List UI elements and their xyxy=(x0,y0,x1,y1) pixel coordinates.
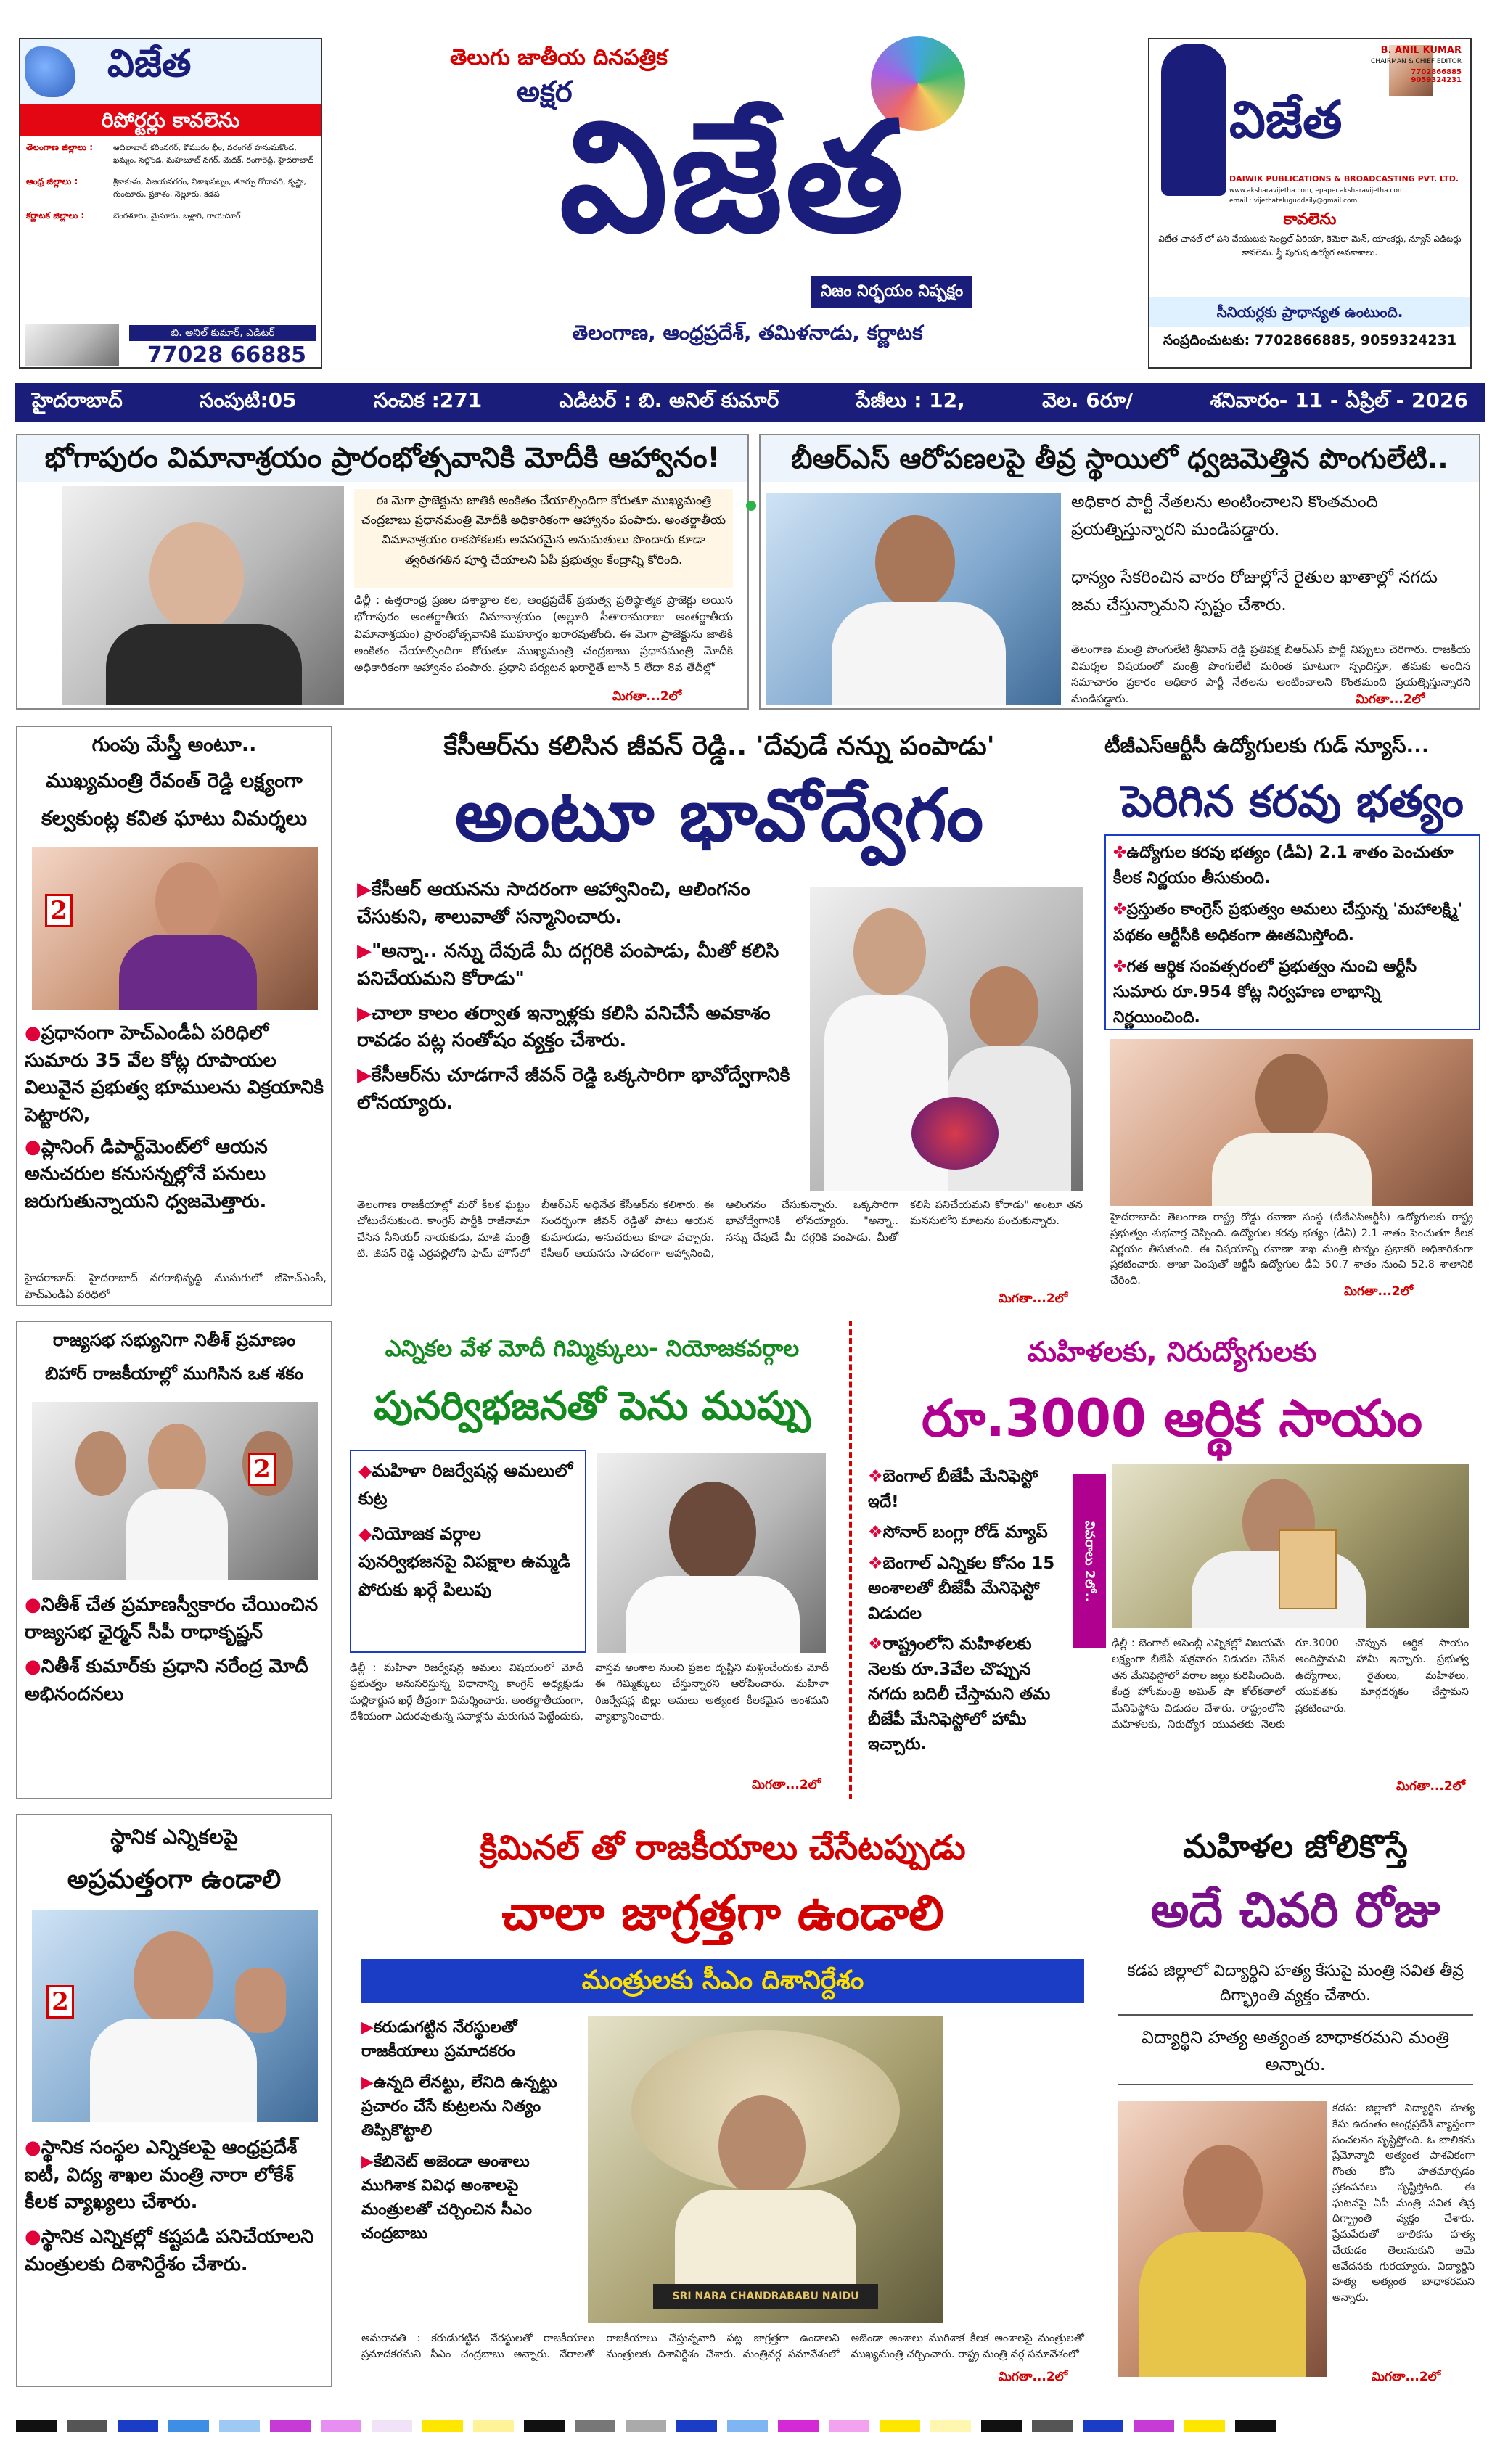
ad-row-text: ఆదిలాబాద్ కరీంనగర్, కొమురం భీం, వరంగల్ హనుమకొండ, ఖమ్మం, నల్గొండ, మహబూబ్ నగర్, మెదక్, రంగారెడ్డి, హైదరాబాద్ xyxy=(113,143,314,165)
masthead xyxy=(0,0,1500,377)
ad-email: email : vijethateluguddaily@gmail.com xyxy=(1229,197,1358,205)
story-kharge xyxy=(345,1321,839,1799)
story-bullet: ✤గత ఆర్థిక సంవత్సరంలో ప్రభుత్వం నుంచి ఆర్టీసీ సుమారు రూ.954 కోట్ల నిర్వహణ లాభాన్ని నిర్ణయించింది. xyxy=(1113,957,1417,1027)
story-bullet: ●స్థానిక ఎన్నికల్లో కష్టపడి పనిచేయాలని మంత్రులకు దిశానిర్దేశం చేశారు. xyxy=(25,2226,314,2275)
story-bullets-box xyxy=(1104,834,1480,1030)
ad-row-label: ఆంధ్ర జిల్లాలు : xyxy=(26,176,78,186)
story-continued: మిగతా...2లో xyxy=(752,1778,821,1792)
story-bullet: ◆నియోజక వర్గాల పునర్విభజనపై విపక్షాల ఉమ్మడి పోరుకు ఖర్గే పిలుపు xyxy=(358,1523,571,1600)
ad-wanted-text: విజేత ఛానల్ లో పని చేయుటకు సెంట్రల్ ఏరియా, కెమెరా మెన్, యాంకర్లు, న్యూస్ ఎడిటర్లు కావలెను. స్త్రీ పురుష ఉద్యోగ అవకాశాలు. xyxy=(1158,234,1462,258)
story-bullet: ✤ప్రస్తుతం కాంగ్రెస్ ప్రభుత్వం అమలు చేస్తున్న 'మహాలక్ష్మి' పథకం ఆర్టీసీకి అధికంగా ఊతమిస్తోంది. xyxy=(1113,900,1463,945)
story-jeevan-reddy xyxy=(345,726,1093,1306)
story-headline: పునర్విభజనతో పెను ముప్పు xyxy=(374,1383,811,1429)
story-bullet: ●ప్రధానంగా హెచ్ఎండీఏ పరిధిలో సుమారు 35 వేల కోట్ల రూపాయల విలువైన ప్రభుత్వ భూములను విక్రయానికి పెట్టారని, xyxy=(25,1022,324,1127)
story-bullet: ▶చాలా కాలం తర్వాత ఇన్నాళ్లకు కలిసి పనిచేసే అవకాశం రావడం పట్ల సంతోషం వ్యక్తం చేశారు. xyxy=(357,1002,771,1052)
story-bullet: ▶కేసీఆర్‌ను చూడగానే జీవన్ రెడ్డి ఒక్కసారిగా భావోద్వేగానికి లోనయ్యారు. xyxy=(357,1064,790,1114)
masthead-name-small: అక్షర xyxy=(517,75,573,109)
info-price: వెల. 6రూ/ xyxy=(1042,388,1134,412)
story-banner: మంత్రులకు సీఎం దిశానిర్దేశం xyxy=(361,1959,1084,2003)
story-kicker: గుంపు మేస్త్రీ అంటూ.. xyxy=(91,734,257,756)
story-kicker: మహిళల జోలికొస్తే xyxy=(1183,1828,1408,1865)
info-issue: సంచిక :271 xyxy=(373,388,483,412)
story-bullet: ●ప్లానింగ్ డిపార్ట్‌మెంట్‌లో ఆయన అనుచరుల కనుసన్నల్లోనే పనులు జరుగుతున్నాయని ధ్వజమెత్తారు. xyxy=(25,1136,268,1213)
story-line: కడప జిల్లాలో విద్యార్థిని హత్య కేసుపై మంత్రి సవిత తీవ్ర దిగ్భ్రాంతి వ్యక్తం చేశారు. xyxy=(1118,1959,1473,2016)
story-photo-chandrababu xyxy=(588,2016,943,2323)
masthead-states: తెలంగాణ, ఆంధ్రప్రదేశ్, తమిళనాడు, కర్ణాటక xyxy=(572,321,923,345)
story-photo-kavitha xyxy=(32,847,318,1010)
story-continued: మిగతా...2లో xyxy=(1396,1779,1466,1794)
story-kicker: మహిళలకు, నిరుద్యోగులకు xyxy=(1027,1336,1317,1368)
ad-title: రిపోర్టర్లు కావలెను xyxy=(20,104,321,136)
story-kicker: కేసీఆర్‌ను కలిసిన జీవన్ రెడ్డి.. 'దేవుడే నన్ను పంపాడు' xyxy=(443,731,995,761)
story-bullet: ●స్థానిక సంస్థల ఎన్నికలపై ఆంధ్రప్రదేశ్ ఐటీ, విద్య శాఖల మంత్రి నారా లోకేశ్ కీలక వ్యాఖ్యలు చేశారు. xyxy=(25,2137,298,2214)
story-bullet: ▶కేసీఆర్ ఆయనను సాదరంగా ఆహ్వానించి, ఆలింగనం చేసుకుని, శాలువాతో సన్మానించారు. xyxy=(357,879,750,928)
masthead-motto: నిజం నిర్భయం నిష్పక్షం xyxy=(811,276,972,308)
story-nitish xyxy=(16,1321,332,1799)
story-headline: చాలా జాగ్రత్తగా ఉండాలి xyxy=(501,1885,944,1941)
ad-row-text: బెంగళూరు, మైసూరు, బళ్లారి, రాయచూర్ xyxy=(113,211,241,221)
ad-row-label: కర్ణాటక జిల్లాలు : xyxy=(26,210,85,221)
story-bullet: ❖బెంగాల్ ఎన్నికల కోసం 15 అంశాలతో బీజేపీ మేనిఫెస్టో విడుదల xyxy=(868,1553,1055,1623)
story-lokesh xyxy=(16,1814,332,2387)
story-bullets-box xyxy=(350,1450,586,1653)
story-airport xyxy=(16,434,749,710)
info-date: శనివారం- 11 - ఏప్రిల్ - 2026 xyxy=(1210,388,1468,412)
ad-logo: విజేత xyxy=(1229,90,1343,149)
ad-priority: సీనియర్లకు ప్రాధాన్యత ఉంటుంది. xyxy=(1149,297,1470,327)
story-bullet: ▶కేబినెట్ అజెండా అంశాలు ముగిశాక వివిధ అంశాలపై మంత్రులతో చర్చించిన సీఎం చంద్రబాబు xyxy=(361,2153,532,2243)
story-continued: మిగతా...2లో xyxy=(999,2370,1068,2384)
ad-row-text: శ్రీకాకుళం, విజయనగరం, విశాఖపట్నం, తూర్పు గోదావరి, కృష్ణా, గుంటూరు, ప్రకాశం, నెల్లూరు, కడప xyxy=(113,177,306,199)
story-photo-modi xyxy=(62,486,344,705)
story-continued: మిగతా...2లో xyxy=(1372,2370,1441,2384)
ad-phone: 77028 66885 xyxy=(147,342,306,368)
ad-contact: బి. అనిల్ కుమార్, ఎడిటర్ xyxy=(129,325,316,341)
story-body: కడప: జిల్లాలో విద్యార్థిని హత్య కేసు ఉదంతం ఆంధ్రప్రదేశ్ వ్యాప్తంగా సంచలనం సృష్టిస్తోంది. ఓ బాలికను ప్రేమోన్మాది అత్యంత పాశవికంగా గొంతు కోసి హతమార్చడం ప్రకంపనలు సృష్టిస్తోంది. ఈ ఘటనపై ఏపీ మంత్రి సవిత తీవ్ర దిగ్భ్రాంతి వ్యక్తం చేశారు. ప్రేమపేరుతో బాలికను హత్య చేయడం తెలుసుకుని ఆమె ఆవేదనకు గురయ్యారు. విద్యార్థిని హత్య అత్యంత బాధాకరమని అన్నారు. xyxy=(1332,2103,1475,2304)
story-bullet: ▶కరుడుగట్టిన నేరస్థులతో రాజకీయాలు ప్రమాదకరం xyxy=(361,2019,517,2061)
ad-owner-name: B. ANIL KUMAR xyxy=(1380,45,1462,56)
story-bullet: ●నితీశ్ కుమార్‌కు ప్రధాని నరేంద్ర మోదీ అభినందనలు xyxy=(25,1656,308,1706)
story-body: తెలంగాణ మంత్రి పొంగులేటి శ్రీనివాస్ రెడ్డి ప్రతిపక్ష బీఆర్ఎస్ పార్టీ నిప్పులు చెరిగారు. రాజకీయ విమర్శల విషయంలో మంత్రి పొంగులేటి మరింత ఘాటుగా స్పందిస్తూ, తమకు అందిన సమాచారం ప్రకారం అధికార పార్టీ నేతలను అంటించాలని కొంతమంది ప్రయత్నిస్తున్నారని మండిపడ్డారు. xyxy=(1071,643,1470,705)
story-continued: మిగతా...2లో xyxy=(999,1291,1068,1306)
story-photo-nitish xyxy=(32,1402,318,1580)
story-headline: పెరిగిన కరవు భత్యం xyxy=(1121,776,1464,827)
story-headline: కల్వకుంట్ల కవిత ఘాటు విమర్శలు xyxy=(41,806,308,830)
story-line: అధికార పార్టీ నేతలను అంటించాలని కొంతమంది ప్రయత్నిస్తున్నారని మండిపడ్డారు. xyxy=(1071,493,1378,539)
story-bullet: ▶ఉన్నది లేనట్టు, లేనిది ఉన్నట్టు ప్రచారం చేసే కుట్రలను నిత్యం తిప్పికొట్టాలి xyxy=(361,2074,557,2140)
story-bullet: ✤ఉద్యోగుల కరవు భత్యం (డీఏ) 2.1 శాతం పెంచుతూ కీలక నిర్ణయం తీసుకుంది. xyxy=(1113,844,1454,888)
story-bullet: ❖రాష్ట్రంలోని మహిళలకు నెలకు రూ.3వేల చొప్పున నగదు బదిలీ చేస్తామని తమ బీజేపీ మేనిఫెస్టోలో హామీ ఇచ్చారు. xyxy=(868,1635,1051,1754)
story-kicker: క్రిమినల్ తో రాజకీయాలు చేసేటప్పుడు xyxy=(480,1828,966,1867)
story-bullet: ❖సోనార్ బంగ్లా రోడ్ మ్యాప్ xyxy=(868,1523,1048,1542)
masthead-tagline: తెలుగు జాతీయ దినపత్రిక xyxy=(450,45,668,70)
info-city: హైదరాబాద్ xyxy=(32,388,123,412)
color-registration-bar xyxy=(16,2420,1489,2435)
story-kicker: టీజీఎస్ఆర్టీసీ ఉద్యోగులకు గుడ్ న్యూస్... xyxy=(1104,734,1430,757)
story-bullet: ●నితీశ్ చేత ప్రమాణస్వీకారం చేయించిన రాజ్యసభ ఛైర్మన్ సీపీ రాధాకృష్ణన్ xyxy=(25,1594,319,1643)
story-lead: ఈ మెగా ప్రాజెక్టును జాతికి అంకితం చేయాల్సిందిగా కోరుతూ ముఖ్యమంత్రి చంద్రబాబు ప్రధానమంత్రి మోదీకి అధికారికంగా ఆహ్వానం పంపారు. అంతర్జాతీయ విమానాశ్రయం రాకపోకలకు అవసరమైన అనుమతులు పొందారు కూడా త్వరితగతిన పూర్తి చేయాలని ఏపీ ప్రభుత్వం కేంద్రాన్ని కోరింది. xyxy=(354,489,733,588)
story-dot-green xyxy=(746,501,756,511)
page-badge: 2 xyxy=(46,1985,74,2019)
story-body: తెలంగాణ రాజకీయాల్లో మరో కీలక ఘట్టం చోటుచేసుకుంది. కాంగ్రెస్ పార్టీకి రాజీనామా చేసిన సీనియర్ నాయకుడు, మాజీ మంత్రి టి. జీవన్ రెడ్డి ఎర్రవల్లిలోని ఫామ్ హౌస్‌లో బీఆర్ఎస్ అధినేత కేసీఆర్‌ను కలిశారు. ఈ సందర్భంగా జీవన్ రెడ్డితో పాటు ఆయన కుమారుడు, అనుచరులు కూడా వచ్చారు. కేసీఆర్ ఆయనను సాదరంగా ఆహ్వానించి, ఆలింగనం చేసుకున్నారు. ఒక్కసారిగా భావోద్వేగానికి లోనయ్యారు. "అన్నా.. నన్ను దేవుడే మీ దగ్గరికి పంపాడు, మీతో కలిసి పనిచేయమని కోరాడు" అంటూ తన మనసులోని మాటను పంచుకున్నారు. xyxy=(357,1199,1083,1260)
story-photo-ponguleti xyxy=(766,493,1061,705)
story-continued: మిగతా...2లో xyxy=(612,689,682,704)
ad-web: www.aksharavijetha.com, epaper.aksharavijetha.com xyxy=(1229,187,1404,194)
story-photo-savitha xyxy=(1118,2101,1327,2377)
story-cm-directions xyxy=(345,1814,1100,2387)
story-headline: రూ.3000 ఆర్థిక సాయం xyxy=(921,1389,1423,1448)
story-photo-kharge xyxy=(597,1453,826,1653)
story-ponguleti xyxy=(759,434,1480,710)
story-photo-kcr xyxy=(810,887,1083,1191)
story-headline: భోగాపురం విమానాశ్రయం ప్రారంభోత్సవానికి మోదీకి ఆహ్వానం! xyxy=(17,435,747,482)
story-side-label: వివరాలు 2లో.. xyxy=(1073,1474,1106,1648)
story-continued: మిగతా...2లో xyxy=(1356,692,1425,707)
story-photo-ponnam xyxy=(1110,1039,1473,1206)
story-photo-lokesh xyxy=(32,1910,318,2122)
story-body: ఢిల్లీ : ఉత్తరాంధ్ర ప్రజల దశాబ్దాల కల, ఆంధ్రప్రదేశ్ ప్రభుత్వ ప్రతిష్ఠాత్మక ప్రాజెక్టు అయిన భోగాపురం అంతర్జాతీయ విమానాశ్రయం (అల్లూరి సీతారామరాజు అంతర్జాతీయ విమానాశ్రయం) ప్రారంభోత్సవానికి ముహూర్తం ఖరారవుతోంది. ఈ మెగా ప్రాజెక్టును జాతికి అంకితం చేయాల్సిందిగా కోరుతూ ముఖ్యమంత్రి చంద్రబాబు ప్రధానమంత్రి మోదీకి అధికారికంగా ఆహ్వానం పంపారు. ప్రధాని పర్యటన ఖరారైతే జూన్ 5 లేదా 8వ తేదీల్లో xyxy=(354,594,733,674)
story-kavitha xyxy=(16,726,332,1306)
story-headline: అప్రమత్తంగా ఉండాలి xyxy=(67,1865,282,1894)
story-bullet: ▶"అన్నా.. నన్ను దేవుడే మీ దగ్గరికి పంపాడు, మీతో కలిసి పనిచేయమని కోరాడు" xyxy=(357,940,779,990)
story-bullet: ◆మహిళా రిజర్వేషన్ల అమలులో కుట్ర xyxy=(358,1461,573,1509)
page-badge: 2 xyxy=(248,1453,276,1486)
ad-company: DAIWIK PUBLICATIONS & BROADCASTING PVT. LTD. xyxy=(1229,174,1459,184)
story-line: విద్యార్థిని హత్య అత్యంత బాధాకరమని మంత్రి అన్నారు. xyxy=(1118,2024,1473,2085)
ad-wanted: కావలెను xyxy=(1283,210,1337,229)
ad-contact: సంప్రదించుటకు: 7702866885, 9059324231 xyxy=(1163,332,1457,348)
story-kicker: రాజ్యసభ సభ్యునిగా నితీశ్ ప్రమాణం xyxy=(52,1330,296,1350)
story-body: అమరావతి : కరుడుగట్టిన నేరస్థులతో రాజకీయాలు ప్రమాదకరమని సీఎం చంద్రబాబు అన్నారు. నేరాలతో రాజకీయాలు చేస్తున్నవారి పట్ల జాగ్రత్తగా ఉండాలని మంత్రులకు దిశానిర్దేశం చేశారు. మంత్రివర్గ సమావేశంలో అజెండా అంశాలు ముగిశాక కీలక అంశాలపై మంత్రులతో ముఖ్యమంత్రి చర్చించారు. రాష్ట్ర మంత్రి వర్గ సమావేశంలో xyxy=(361,2333,1084,2361)
right-channel-ad xyxy=(1148,38,1472,369)
ad-owner-phones: 7702866885 9059324231 xyxy=(1411,68,1462,84)
story-headline: అదే చివరి రోజు xyxy=(1150,1882,1440,1938)
story-body: హైదరాబాద్: తెలంగాణ రాష్ట్ర రోడ్డు రవాణా సంస్థ (టీజీఎస్ఆర్టీసీ) ఉద్యోగులకు రాష్ట్ర ప్రభుత్వం శుభవార్త చెప్పింది. ఉద్యోగుల కరవు భత్యం (డీఏ) 2.1 శాతం పెంచుతూ కీలక నిర్ణయం తీసుకుంది. ఈ విషయాన్ని రవాణా శాఖ మంత్రి పొన్నం ప్రభాకర్ అధికారికంగా ప్రకటించారు. తాజా పెంపుతో ఆర్టీసీ ఉద్యోగుల డీఏ 50.7 శాతం నుంచి 52.8 శాతానికి చేరింది. xyxy=(1110,1212,1473,1286)
story-rtc-da xyxy=(1104,726,1480,1306)
story-bullet: ❖బెంగాల్ బీజేపీ మేనిఫెస్టో ఇదే! xyxy=(868,1467,1038,1511)
story-body: హైదరాబాద్: హైదరాబాద్ నగరాభివృద్ధి ముసుగులో జీహెచ్ఎంసీ, హెచ్ఎండీఏ పరిధిలో xyxy=(25,1271,327,1301)
story-kicker: బిహార్ రాజకీయాల్లో ముగిసిన ఒక శకం xyxy=(44,1363,304,1384)
info-editor: ఎడిటర్ : బి. అనిల్ కుమార్ xyxy=(559,388,779,412)
story-body: ఢిల్లీ : బెంగాల్ అసెంబ్లీ ఎన్నికల్లో విజయమే లక్ష్యంగా బీజేపీ శుక్రవారం విడుదల చేసిన తన మేనిఫెస్టోలో వరాల జల్లు కురిపించింది. కేంద్ర హోంమంత్రి అమిత్ షా కోల్‌కతాలో మేనిఫెస్టోను విడుదల చేశారు. రాష్ట్రంలోని మహిళలకు, నిరుద్యోగ యువతకు నెలకు రూ.3000 చొప్పున ఆర్థిక సాయం అందిస్తామని హామీ ఇచ్చారు. ప్రభుత్వ ఉద్యోగాలు, రైతులు, మహిళలు, యువతకు మార్గదర్శకం చేస్తామని ప్రకటించారు. xyxy=(1112,1638,1469,1731)
story-savitha xyxy=(1110,1814,1480,2387)
info-bar xyxy=(15,383,1485,422)
story-line: ధాన్యం సేకరించిన వారం రోజుల్లోనే రైతుల ఖాతాల్లో నగదు జమ చేస్తున్నామని స్పష్టం చేశారు. xyxy=(1071,568,1438,615)
story-headline: బీఆర్ఎస్ ఆరోపణలపై తీవ్ర స్థాయిలో ధ్వజమెత్తిన పొంగులేటి.. xyxy=(761,435,1479,482)
ad-row-label: తెలంగాణ జిల్లాలు : xyxy=(26,142,94,152)
story-continued: మిగతా...2లో xyxy=(1344,1284,1414,1299)
ad-mic-icon xyxy=(1161,44,1226,196)
masthead-title: విజేత xyxy=(559,89,907,266)
story-kicker: స్థానిక ఎన్నికలపై xyxy=(110,1825,238,1849)
ad-owner-role: CHAIRMAN & CHIEF EDITOR xyxy=(1370,58,1462,65)
info-volume: సంపుటి:05 xyxy=(200,388,297,412)
left-recruitment-ad xyxy=(19,38,322,369)
story-body: ఢిల్లీ : మహిళా రిజర్వేషన్ల అమలు విషయంలో మోదీ ప్రభుత్వం అనుసరిస్తున్న విధానాన్ని కాంగ్రెస్ అధ్యక్షుడు మల్లికార్జున ఖర్గే తీవ్రంగా విమర్శించారు. అంతర్జాతీయంగా, దేశీయంగా ఎదురవుతున్న సవాళ్లను మరుగున పెట్టేందుకు, వాస్తవ అంశాల నుంచి ప్రజల దృష్టిని మళ్లించేందుకు మోదీ ఈ గిమ్మిక్కులు చేస్తున్నారని ఆరోపించారు. మహిళా రిజర్వేషన్ల బిల్లు అమలు అత్యంత కీలకమైన అంశమని వ్యాఖ్యానించారు. xyxy=(350,1662,829,1723)
story-kicker: ముఖ్యమంత్రి రేవంత్ రెడ్డి లక్ష్యంగా xyxy=(46,770,303,792)
story-kicker: ఎన్నికల వేళ మోదీ గిమ్మిక్కులు- నియోజకవర్గాల xyxy=(385,1336,800,1362)
page-badge: 2 xyxy=(45,894,73,927)
story-headline: అంటూ భావోద్వేగం xyxy=(454,773,984,858)
ad-logo: విజేత xyxy=(107,42,192,86)
story-bengal-bjp xyxy=(849,1321,1480,1799)
nameplate: SRI NARA CHANDRABABU NAIDU xyxy=(653,2284,878,2309)
story-photo-amit-shah xyxy=(1112,1464,1469,1628)
info-pages: పేజీలు : 12, xyxy=(856,388,965,412)
